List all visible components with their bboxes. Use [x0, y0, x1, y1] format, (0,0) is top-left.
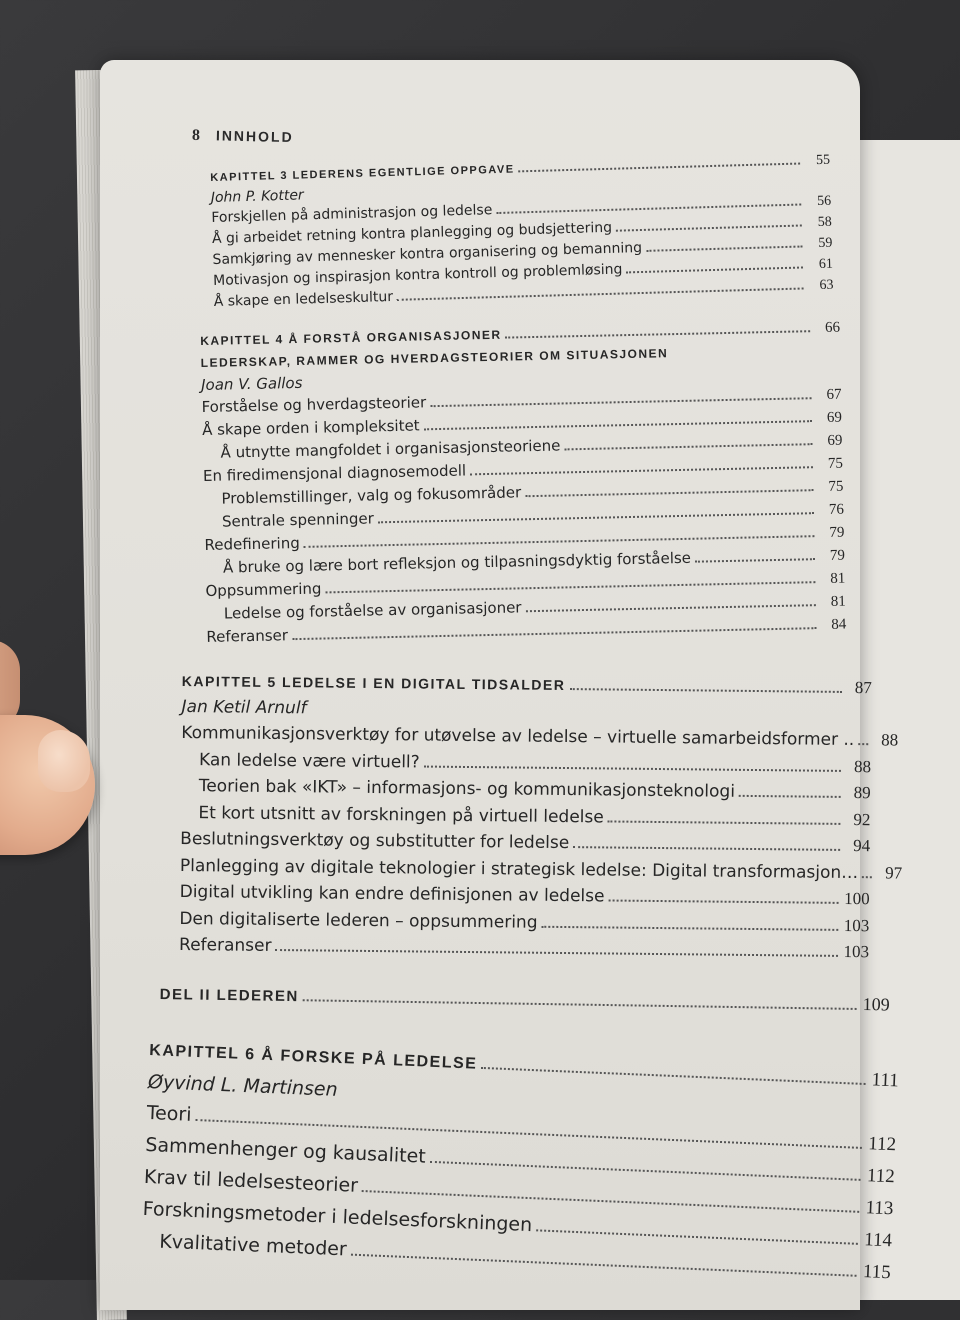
- dot-leader: [519, 163, 800, 173]
- dot-leader: [616, 224, 802, 231]
- dot-leader: [573, 846, 840, 851]
- dot-leader: [470, 466, 813, 475]
- dot-leader: [862, 876, 872, 878]
- toc-page-number: 114: [863, 1229, 893, 1252]
- toc-page-number: 111: [871, 1069, 900, 1092]
- thumbnail: [38, 730, 90, 792]
- toc-entry-title: KAPITTEL 3 LEDERENS EGENTLIGE OPPGAVE: [210, 163, 515, 184]
- toc-entry-title: Oppsummering: [205, 579, 322, 600]
- toc-page-number: 79: [829, 547, 846, 564]
- dot-leader: [646, 245, 802, 251]
- toc-page-number: 56: [816, 193, 832, 210]
- toc-entry-title: Øyvind L. Martinsen: [147, 1070, 339, 1101]
- toc-entry-title: LEDERSKAP, RAMMER OG HVERDAGSTEORIER OM SITUASJONEN: [200, 346, 669, 370]
- toc-entry-title: Jan Ketil Arnulf: [181, 696, 307, 718]
- toc-page-number: 59: [818, 235, 833, 252]
- dot-leader: [496, 204, 801, 215]
- toc-section-chapter-3: [210, 151, 834, 313]
- toc-page-number: 94: [853, 836, 871, 856]
- toc-entry-title: En firedimensjonal diagnosemodell: [202, 461, 467, 485]
- toc-page-number: 81: [830, 593, 846, 610]
- page-number: 8: [191, 126, 203, 145]
- toc-page-number: 109: [862, 994, 890, 1015]
- toc-page-number: 92: [853, 809, 871, 829]
- toc-page-number: 89: [853, 783, 871, 803]
- toc-entry-title: Referanser: [206, 626, 289, 646]
- toc-page-number: 100: [844, 888, 870, 909]
- dot-leader: [536, 1229, 858, 1244]
- toc-entry-title: Å skape en ledelseskultur: [213, 288, 394, 310]
- toc-entry-title: Problemstillinger, valg og fokusområder: [221, 483, 522, 508]
- toc-entry-title: KAPITTEL 4 Å FORSTÅ ORGANISASJONER: [200, 327, 502, 348]
- toc-entry-title: Forståelse og hverdagsteorier: [201, 393, 427, 416]
- toc-entry-title: Et kort utsnitt av forskningen på virtuell ledelse: [198, 802, 604, 827]
- toc-entry-title: Den digitaliserte lederen – oppsummering: [179, 908, 538, 933]
- dot-leader: [626, 266, 803, 273]
- dot-leader: [608, 899, 838, 903]
- dot-leader: [526, 604, 816, 612]
- toc-page-number: 66: [824, 319, 841, 336]
- toc-entry-title: Beslutningsverktøy og substitutter for ledelse: [180, 828, 570, 854]
- toc-entry-title: Kommunikasjonsverktøy for utøvelse av ledelse – virtuelle samarbeidsformer ..: [181, 722, 855, 751]
- toc-page-number: 55: [815, 152, 831, 169]
- dot-leader: [275, 949, 837, 957]
- toc-entry-title: Krav til ledelsesteorier: [143, 1165, 359, 1197]
- toc-entry-title: Å utnytte mangfoldet i organisasjonsteoriene: [220, 436, 561, 462]
- toc-page-number: 75: [827, 455, 844, 472]
- toc-entry-title: KAPITTEL 5 LEDELSE I EN DIGITAL TIDSALDER: [181, 672, 566, 694]
- toc-entry-title: John P. Kotter: [210, 187, 304, 206]
- toc-page-number: 88: [853, 756, 872, 776]
- toc-entry-title: Redefinering: [204, 533, 300, 554]
- toc-page-number: 103: [843, 941, 870, 962]
- dot-leader: [525, 489, 813, 497]
- toc-entry-title: Teorien bak «IKT» – informasjons- og kommunikasjonsteknologi: [198, 776, 736, 802]
- toc-page-number: 115: [862, 1261, 892, 1284]
- toc-page-number: 84: [831, 616, 847, 633]
- toc-entry-title: Forskjellen på administrasjon og ledelse: [211, 202, 493, 226]
- dot-leader: [303, 999, 857, 1010]
- dot-leader: [424, 420, 812, 430]
- toc-page-number: 75: [828, 478, 844, 495]
- toc-entry-title: Kvalitative metoder: [158, 1230, 348, 1261]
- toc-page-number: 79: [829, 524, 845, 541]
- dot-leader: [695, 558, 815, 563]
- dot-leader: [430, 397, 811, 407]
- toc-page-number: 97: [885, 862, 903, 883]
- toc-page-number: 67: [826, 386, 842, 403]
- running-header: [192, 127, 294, 147]
- toc-page-number: 87: [854, 678, 872, 698]
- dot-leader: [541, 925, 837, 930]
- dot-leader: [481, 1067, 865, 1085]
- dot-leader: [858, 743, 868, 745]
- dot-leader: [739, 795, 841, 798]
- toc-entry-title: Å skape orden i kompleksitet: [201, 416, 420, 439]
- dot-leader: [424, 765, 841, 771]
- toc-page-number: 113: [865, 1197, 894, 1220]
- toc-entry-title: Forskningsmetoder i ledelsesforskningen: [142, 1197, 533, 1237]
- toc-entry-title: Sammenhenger og kausalitet: [144, 1133, 427, 1168]
- toc-entry-title: Ledelse og forståelse av organisasjoner: [223, 598, 522, 623]
- toc-page-number: 58: [817, 214, 832, 231]
- toc-entry-title: Referanser: [178, 934, 272, 956]
- toc-entry-title: Joan V. Gallos: [200, 373, 303, 394]
- toc-page-number: 112: [867, 1133, 897, 1156]
- toc-entry-title: Å gi arbeidet retning kontra planlegging og budsjettering: [211, 219, 613, 247]
- toc-entry-title: Kan ledelse være virtuell?: [198, 749, 420, 772]
- toc-entry-title: Å bruke og lære bort refleksjon og tilpasningsdyktig forståelse: [222, 548, 692, 577]
- toc-entry-title: Motivasjon og inspirasjon kontra kontroll og problemløsing: [212, 261, 623, 289]
- toc-page-number: 76: [828, 501, 845, 518]
- toc-section-chapter-5: [178, 668, 903, 966]
- toc-entry-title: Samkjøring av mennesker kontra organisering og bemanning: [212, 239, 643, 268]
- toc-entry-title: KAPITTEL 6 Å FORSKE PÅ LEDELSE: [148, 1041, 478, 1073]
- running-title: INNHOLD: [215, 127, 294, 146]
- toc-page-number: 69: [827, 432, 843, 449]
- toc-section-chapter-6: [141, 1035, 900, 1289]
- toc-entry-title: Planlegging av digitale teknologier i strategisk ledelse: Digital transformasjon…: [179, 855, 859, 883]
- toc-entry-title: DEL II LEDEREN: [159, 985, 299, 1006]
- dot-leader: [608, 820, 841, 824]
- toc-page-number: 61: [818, 256, 834, 273]
- toc-page-number: 69: [826, 409, 843, 426]
- toc-section-chapter-4: [200, 317, 847, 649]
- toc-entry-title: Sentrale spenninger: [221, 509, 375, 531]
- toc-entry-title: Digital utvikling kan endre definisjonen av ledelse: [179, 881, 605, 907]
- dot-leader: [506, 330, 810, 338]
- toc-page-number: 112: [866, 1165, 896, 1188]
- dot-leader: [564, 443, 812, 450]
- toc-entry-title: Teori: [146, 1101, 192, 1126]
- toc-page-number: 81: [830, 570, 846, 587]
- toc-page-number: 63: [819, 277, 834, 294]
- toc-page-number: 103: [843, 915, 870, 935]
- toc-page-number: 88: [881, 730, 899, 750]
- dot-leader: [569, 688, 841, 693]
